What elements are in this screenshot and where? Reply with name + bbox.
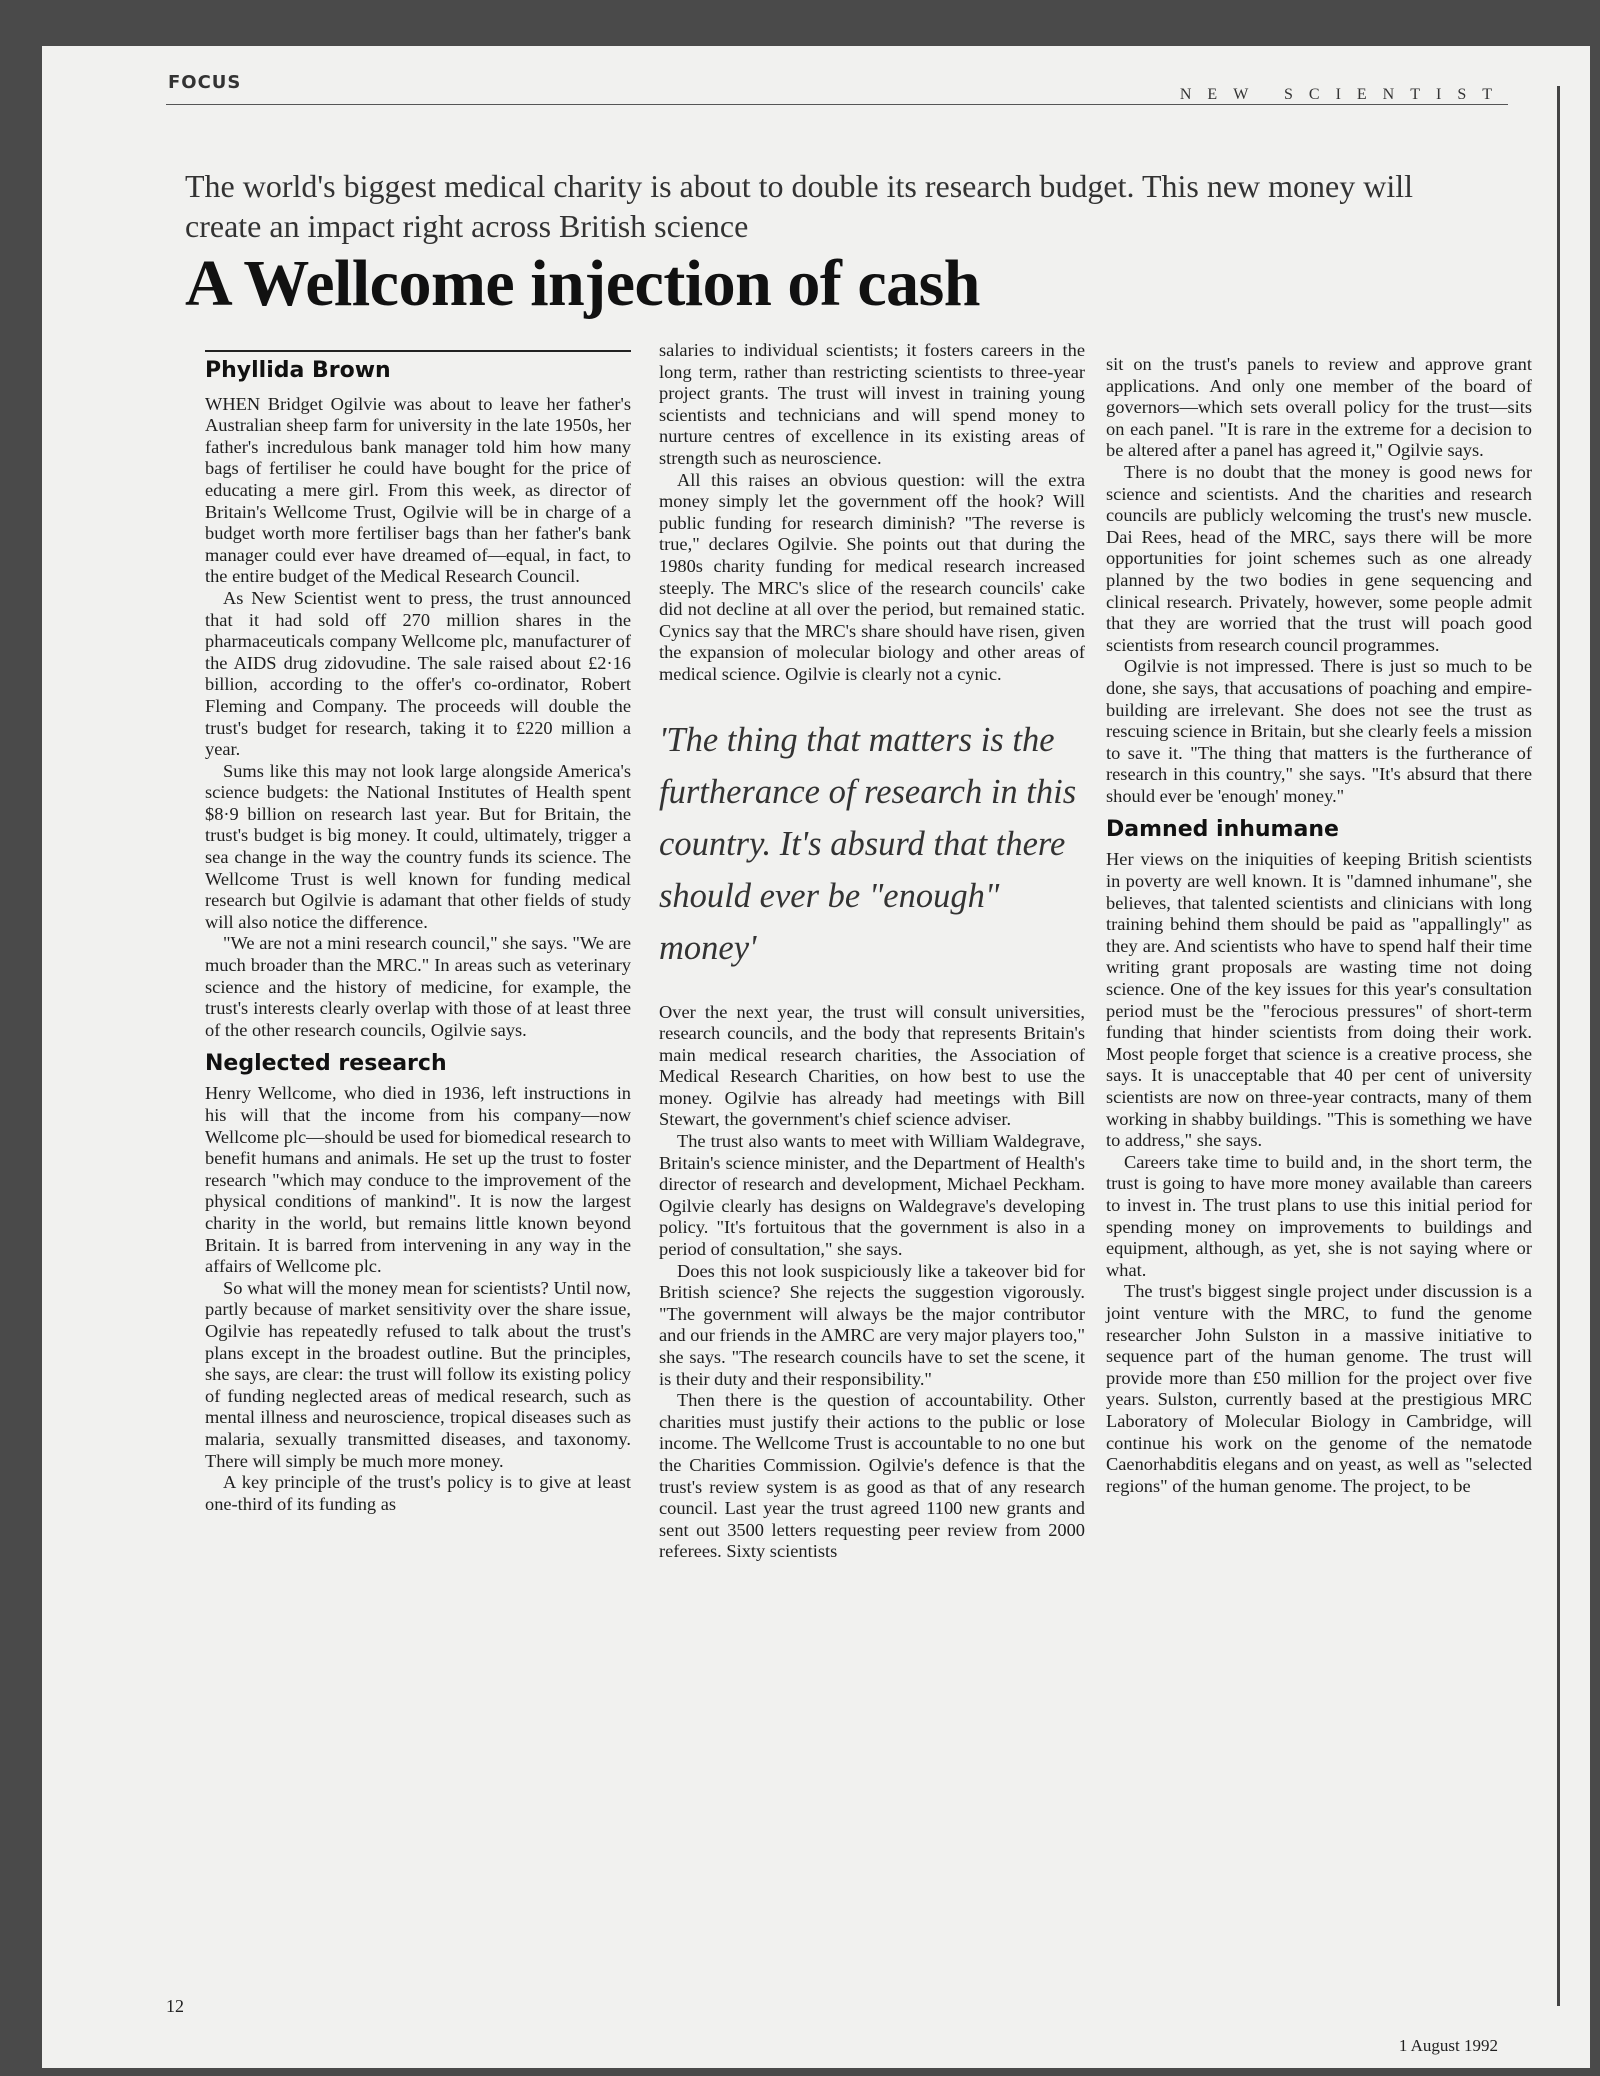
pull-quote: 'The thing that matters is the furtherance of research in this country. It's absurd that there should ever be "enough" money'	[659, 720, 1077, 967]
subheading: Neglected research	[205, 1051, 447, 1077]
paragraph: As New Scientist went to press, the trust announced that it had sold off 270 million shares in the pharmaceuticals company Wellcome plc, manufacturer of the AIDS drug zidovudine. The sale raised about £2·16 billion, according to the offer's co-ordinator, Robert Fleming and Company. The proceeds will double the trust's budget for research, taking it to £220 million a year.	[205, 587, 631, 760]
paragraph: Over the next year, the trust will consult universities, research councils, and the body that represents Britain's main medical research charities, the Association of Medical Research Charities, on how best to use the money. Ogilvie has already had meetings with Bill Stewart, the government's chief science adviser.	[659, 1001, 1085, 1130]
paragraph: Henry Wellcome, who died in 1936, left instructions in his will that the income from his company—now Wellcome plc—should be used for biomedical research to benefit humans and animals. He set up the trust to foster research "which may conduce to the improvement of the physical conditions of mankind". It is now the largest charity in the world, but remains little known beyond Britain. It is barred from intervening in any way in the affairs of Wellcome plc.	[205, 1083, 631, 1277]
paragraph: Her views on the iniquities of keeping British scientists in poverty are well known. It is "damned inhumane", she believes, that talented scientists and clinicians with long training behind them should be paid as "appallingly" as they are. And scientists who have to spend half their time writing grant proposals are wasting time not doing science. One of the key issues for this year's consultation period must be the "ferocious pressures" of short-term funding that hinder scientists from doing their work. Most people forget that science is a creative process, she says. It is unacceptable that 40 per cent of university scientists are now on three-year contracts, many of them working in shabby buildings. "This is something we have to address," she says.	[1106, 849, 1532, 1151]
header-rule	[166, 104, 1508, 105]
paragraph: Careers take time to build and, in the short term, the trust is going to have more money available than careers to invest in. The trust plans to use this initial period for spending money on improvements to buildings and equipment, although, as yet, she is not saying where or what.	[1106, 1151, 1532, 1280]
article-title: A Wellcome injection of cash	[185, 247, 981, 320]
paragraph: Sums like this may not look large alongside America's science budgets: the National Institutes of Health spent $8·9 billion on research last year. But for Britain, the trust's budget is big money. It could, ultimately, trigger a sea change in the way the country funds its science. The Wellcome Trust is well known for funding medical research but Ogilvie is adamant that other fields of study will also notice the difference.	[205, 760, 631, 932]
issue-date: 1 August 1992	[1398, 2036, 1498, 2055]
paragraph: sit on the trust's panels to review and approve grant applications. And only one member of the board of governors—which sets overall policy for the trust—sits on each panel. "It is rare in the extreme for a decision to be altered after a panel has agreed it," Ogilvie says.	[1106, 354, 1532, 461]
magazine-page	[42, 46, 1590, 2068]
paragraph: WHEN Bridget Ogilvie was about to leave her father's Australian sheep farm for university in the late 1950s, her father's incredulous bank manager told him how many bags of fertiliser he could have bought for the price of educating a mere girl. From this week, as director of Britain's Wellcome Trust, Ogilvie will be in charge of a budget worth more fertiliser bags than her father's bank manager could ever have dreamed of—equal, in fact, to the entire budget of the Medical Research Council.	[205, 393, 631, 587]
magazine-name: NEW SCIENTIST	[1179, 86, 1508, 103]
margin-rule	[1557, 86, 1560, 2006]
column-3	[1106, 354, 1532, 1497]
paragraph: Then there is the question of accountability. Other charities must justify their actions to the public or lose income. The Wellcome Trust is accountable to no one but the Charities Commission. Ogilvie's defence is that the trust's review system is as good as that of any research council. Last year the trust agreed 1100 new grants and sent out 3500 letters requesting peer review from 2000 referees. Sixty scientists	[659, 1390, 1085, 1562]
section-label: FOCUS	[168, 72, 242, 93]
paragraph: The trust also wants to meet with William Waldegrave, Britain's science minister, and the Department of Health's director of research and development, Michael Peckham. Ogilvie clearly has designs on Waldegrave's developing policy. "It's fortuitous that the government is also in a period of consultation," she says.	[659, 1131, 1085, 1260]
page-number: 12	[166, 1996, 184, 2016]
paragraph: "We are not a mini research council," she says. "We are much broader than the MRC." In areas such as veterinary science and the history of medicine, for example, the trust's interests clearly overlap with those of at least three of the other research councils, Ogilvie says.	[205, 933, 631, 1040]
byline: Phyllida Brown	[205, 358, 391, 383]
paragraph: All this raises an obvious question: will the extra money simply let the government off the hook? Will public funding for research diminish? "The reverse is true," declares Ogilvie. She points out that during the 1980s charity funding for medical research increased steeply. The MRC's slice of the research councils' cake did not decline at all over the period, but remained static. Cynics say that the MRC's share should have risen, given the expansion of molecular biology and other areas of medical science. Ogilvie is clearly not a cynic.	[659, 469, 1085, 684]
column-1	[205, 352, 631, 1515]
paragraph: The trust's biggest single project under discussion is a joint venture with the MRC, to fund the genome researcher John Sulston in a massive initiative to sequence part of the human genome. The trust will provide more than £50 million for the project over five years. Sulston, currently based at the prestigious MRC Laboratory of Molecular Biology in Cambridge, will continue his work on the genome of the nematode Caenorhabditis elegans and on yeast, as well as "selected regions" of the human genome. The project, to be	[1106, 1281, 1532, 1496]
paragraph: salaries to individual scientists; it fosters careers in the long term, rather than restricting scientists to three-year project grants. The trust will invest in training young scientists and technicians and will spend money to nurture centres of excellence in its existing areas of strength such as neuroscience.	[659, 340, 1085, 468]
paragraph: There is no doubt that the money is good news for science and scientists. And the charities and research councils are publicly welcoming the trust's new muscle. Dai Rees, head of the MRC, says there will be more opportunities for joint schemes such as one already planned by the two bodies in gene sequencing and clinical research. Privately, however, some people admit that they are worried that the trust will poach good scientists from research council programmes.	[1106, 461, 1532, 655]
paragraph: So what will the money mean for scientists? Until now, partly because of market sensitivity over the share issue, Ogilvie has repeatedly refused to talk about the trust's plans except in the broadest outline. But the principles, she says, are clear: the trust will follow its existing policy of funding neglected areas of medical research, such as mental illness and neuroscience, tropical diseases such as malaria, sexually transmitted diseases, and taxonomy. There will simply be much more money.	[205, 1277, 631, 1471]
standfirst: The world's biggest medical charity is about to double its research budget. This new money will create an impact right across British science	[185, 168, 1414, 244]
paragraph: Ogilvie is not impressed. There is just so much to be done, she says, that accusations of poaching and empire-building are irrelevant. She does not see the trust as rescuing science in Britain, but she clearly feels a mission to save it. "The thing that matters is the furtherance of research in this country," she says. "It's absurd that there should ever be 'enough' money."	[1106, 656, 1532, 806]
subheading: Damned inhumane	[1106, 817, 1339, 843]
paragraph: A key principle of the trust's policy is to give at least one-third of its funding as	[205, 1472, 631, 1514]
paragraph: Does this not look suspiciously like a takeover bid for British science? She rejects the suggestion vigorously. "The government will always be the major contributor and our friends in the AMRC are very major players too," she says. "The research councils have to set the scene, it is their duty and their responsibility."	[659, 1260, 1085, 1389]
column-2	[659, 340, 1085, 1563]
